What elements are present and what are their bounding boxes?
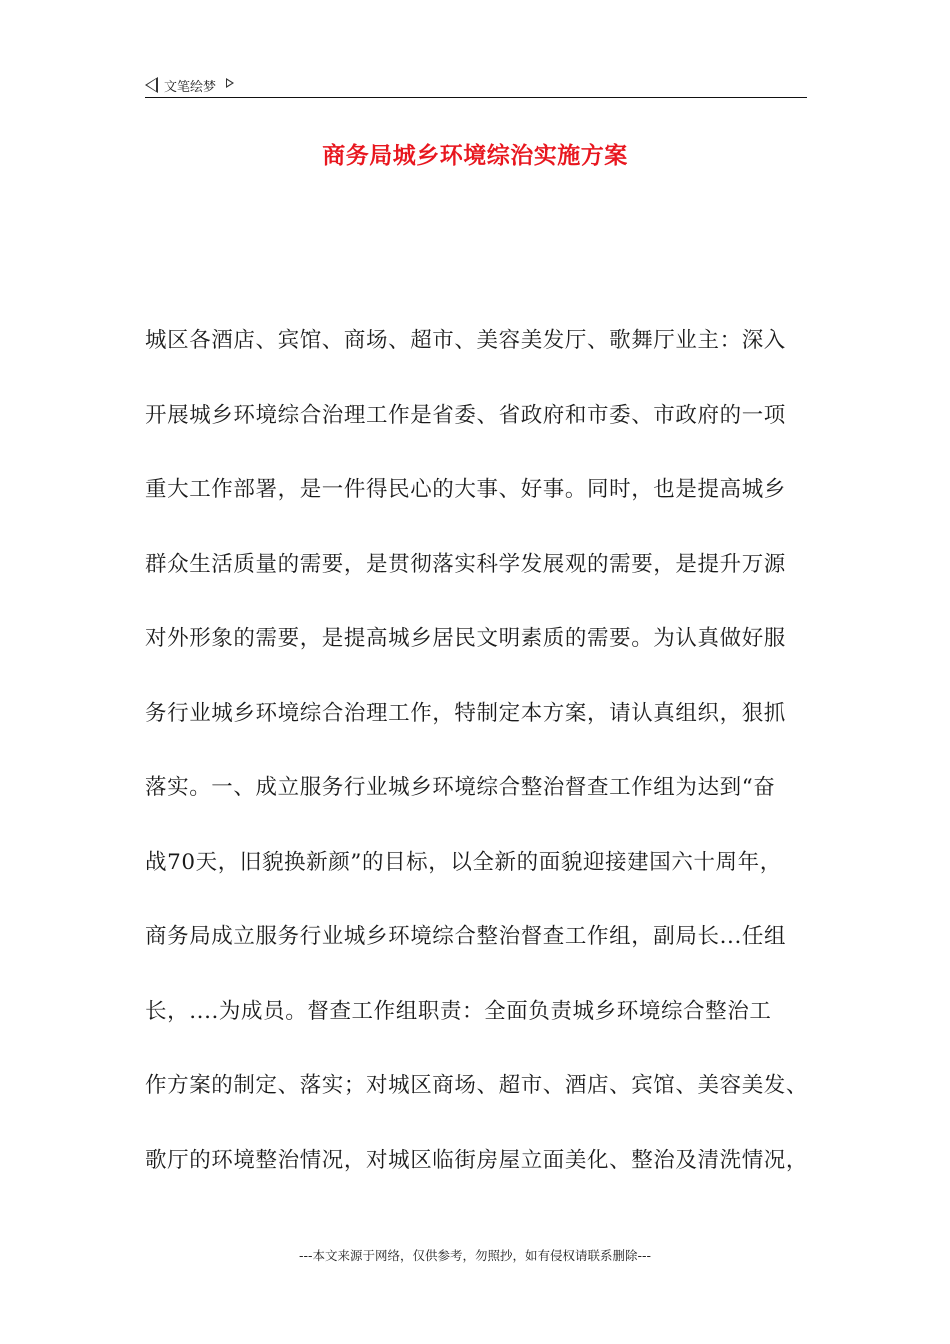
body-line: 长，....为成员。督查工作组职责：全面负责城乡环境综合整治工 <box>145 998 772 1024</box>
body-line: 开展城乡环境综合治理工作是省委、省政府和市委、市政府的一项 <box>145 402 786 428</box>
body-line: 作方案的制定、落实；对城区商场、超市、酒店、宾馆、美容美发、 <box>145 1073 809 1098</box>
body-line: 战70天，旧貌换新颜”的目标，以全新的面貌迎接建国六十周年， <box>145 849 782 875</box>
body-line: 重大工作部署，是一件得民心的大事、好事。同时，也是提高城乡 <box>145 477 786 502</box>
page-header <box>145 74 234 96</box>
left-triangle-icon <box>145 77 158 93</box>
body-line: 歌厅的环境整治情况，对城区临街房屋立面美化、整治及清洗情况， <box>145 1147 809 1173</box>
body-line: 落实。一、成立服务行业城乡环境综合整治督查工作组为达到“奋 <box>145 775 776 800</box>
document-body <box>145 322 825 1216</box>
page-footer: ---本文来源于网络，仅供参考，勿照抄，如有侵权请联系删除--- <box>298 1248 652 1263</box>
body-line: 务行业城乡环境综合治理工作，特制定本方案，请认真组织，狠抓 <box>145 700 786 726</box>
body-line: 群众生活质量的需要，是贯彻落实科学发展观的需要，是提升万源 <box>145 551 786 577</box>
body-line: 商务局成立服务行业城乡环境综合整治督查工作组，副局长...任组 <box>145 924 787 949</box>
document-title: 商务局城乡环境综治实施方案 <box>322 143 628 169</box>
body-line: 城区各酒店、宾馆、商场、超市、美容美发厅、歌舞厅业主：深入 <box>145 328 786 353</box>
right-triangle-icon <box>226 78 234 88</box>
header-divider <box>145 97 807 98</box>
body-line: 对外形象的需要，是提高城乡居民文明素质的需要。为认真做好服 <box>145 626 786 651</box>
header-brand: 文笔绘梦 <box>164 79 217 95</box>
